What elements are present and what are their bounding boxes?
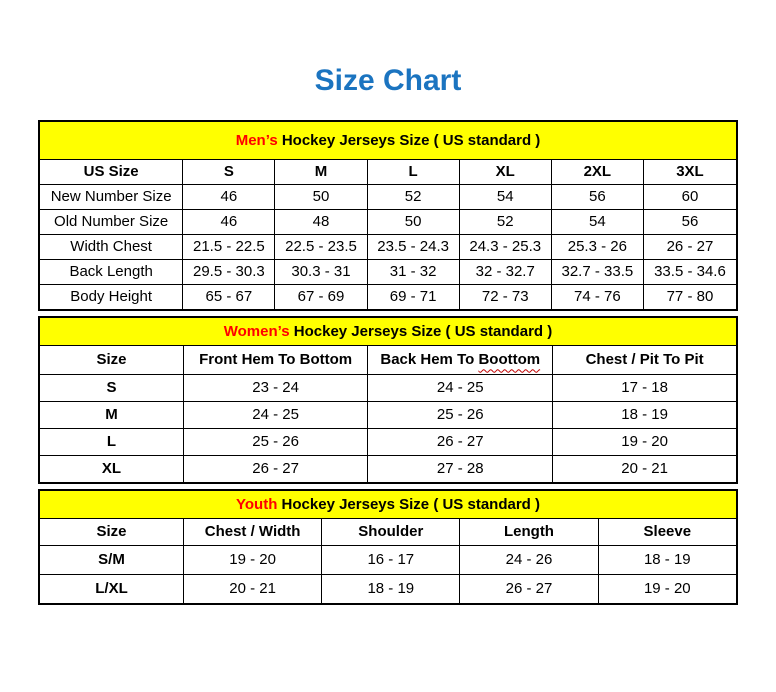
- size-cell: 18 - 19: [598, 546, 737, 575]
- section-band-row: [39, 317, 737, 346]
- size-cell: 69 - 71: [367, 285, 459, 311]
- column-header: Chest / Width: [183, 519, 321, 546]
- size-cell: 46: [183, 185, 275, 210]
- size-cell: 32.7 - 33.5: [551, 260, 643, 285]
- size-cell: 16 - 17: [322, 546, 460, 575]
- size-cell: 52: [459, 210, 551, 235]
- size-cell: 23 - 24: [183, 375, 367, 402]
- table-row: [39, 456, 737, 484]
- size-cell: 31 - 32: [367, 260, 459, 285]
- section-band-row: [39, 121, 737, 160]
- size-cell: 29.5 - 30.3: [183, 260, 275, 285]
- size-cell: 56: [643, 210, 737, 235]
- column-header: 2XL: [551, 160, 643, 185]
- section-heading: Women’s Hockey Jerseys Size ( US standard ): [39, 317, 737, 346]
- size-cell: 21.5 - 22.5: [183, 235, 275, 260]
- table-row: [39, 210, 737, 235]
- size-cell: 54: [551, 210, 643, 235]
- misspelled-word: Boottom: [478, 351, 541, 369]
- row-label: L: [39, 429, 183, 456]
- section-heading-accent: Youth: [236, 495, 278, 513]
- size-cell: 30.3 - 31: [275, 260, 367, 285]
- size-cell: 27 - 28: [368, 456, 553, 484]
- size-cell: 24.3 - 25.3: [459, 235, 551, 260]
- size-cell: 65 - 67: [183, 285, 275, 311]
- row-label: S: [39, 375, 183, 402]
- size-cell: 77 - 80: [643, 285, 737, 311]
- table-row: [39, 402, 737, 429]
- size-cell: 26 - 27: [183, 456, 367, 484]
- table-row: [39, 546, 737, 575]
- size-cell: 22.5 - 23.5: [275, 235, 367, 260]
- size-cell: 56: [551, 185, 643, 210]
- row-label: New Number Size: [39, 185, 183, 210]
- row-label: Width Chest: [39, 235, 183, 260]
- table-row: [39, 235, 737, 260]
- size-cell: 50: [367, 210, 459, 235]
- size-cell: 26 - 27: [460, 575, 598, 605]
- size-cell: 19 - 20: [183, 546, 321, 575]
- table-row: [39, 575, 737, 605]
- column-header-row: [39, 519, 737, 546]
- column-header: US Size: [39, 160, 183, 185]
- column-header: L: [367, 160, 459, 185]
- size-cell: 25.3 - 26: [551, 235, 643, 260]
- column-header: S: [183, 160, 275, 185]
- size-cell: 23.5 - 24.3: [367, 235, 459, 260]
- size-cell: 52: [367, 185, 459, 210]
- column-header: Length: [460, 519, 598, 546]
- size-cell: 20 - 21: [183, 575, 321, 605]
- size-cell: 33.5 - 34.6: [643, 260, 737, 285]
- size-table-womens: [38, 316, 738, 484]
- size-cell: 48: [275, 210, 367, 235]
- size-cell: 60: [643, 185, 737, 210]
- section-heading-accent: Men’s: [235, 131, 278, 149]
- section-heading: Youth Hockey Jerseys Size ( US standard ): [39, 490, 737, 519]
- column-header: Shoulder: [322, 519, 460, 546]
- row-label: Old Number Size: [39, 210, 183, 235]
- table-row: [39, 375, 737, 402]
- size-cell: 26 - 27: [368, 429, 553, 456]
- size-table-mens: [38, 120, 738, 311]
- column-header: Back Hem To Boottom: [368, 346, 553, 375]
- size-cell: 20 - 21: [553, 456, 737, 484]
- column-header: 3XL: [643, 160, 737, 185]
- size-cell: 19 - 20: [598, 575, 737, 605]
- table-row: [39, 429, 737, 456]
- size-cell: 17 - 18: [553, 375, 737, 402]
- size-cell: 67 - 69: [275, 285, 367, 311]
- size-cell: 25 - 26: [368, 402, 553, 429]
- size-cell: 24 - 25: [183, 402, 367, 429]
- size-cell: 18 - 19: [322, 575, 460, 605]
- row-label: M: [39, 402, 183, 429]
- size-table-youth: [38, 489, 738, 605]
- size-cell: 72 - 73: [459, 285, 551, 311]
- size-cell: 26 - 27: [643, 235, 737, 260]
- section-heading-accent: Women’s: [223, 322, 290, 340]
- size-cell: 24 - 25: [368, 375, 553, 402]
- column-header-row: [39, 160, 737, 185]
- row-label: XL: [39, 456, 183, 484]
- table-row: [39, 260, 737, 285]
- table-row: [39, 285, 737, 311]
- size-cell: 24 - 26: [460, 546, 598, 575]
- column-header: M: [275, 160, 367, 185]
- size-cell: 19 - 20: [553, 429, 737, 456]
- row-label: L/XL: [39, 575, 183, 605]
- row-label: Body Height: [39, 285, 183, 311]
- size-cell: 46: [183, 210, 275, 235]
- size-cell: 18 - 19: [553, 402, 737, 429]
- column-header-row: [39, 346, 737, 375]
- size-cell: 50: [275, 185, 367, 210]
- table-row: [39, 185, 737, 210]
- column-header: Size: [39, 519, 183, 546]
- size-cell: 32 - 32.7: [459, 260, 551, 285]
- column-header: Front Hem To Bottom: [183, 346, 367, 375]
- size-tables-container: [38, 120, 738, 610]
- column-header: Size: [39, 346, 183, 375]
- section-band-row: [39, 490, 737, 519]
- column-header: Sleeve: [598, 519, 737, 546]
- section-heading: Men’s Hockey Jerseys Size ( US standard ): [39, 121, 737, 160]
- page-title: Size Chart: [314, 64, 462, 97]
- size-cell: 74 - 76: [551, 285, 643, 311]
- column-header: Chest / Pit To Pit: [553, 346, 737, 375]
- row-label: S/M: [39, 546, 183, 575]
- size-cell: 25 - 26: [183, 429, 367, 456]
- row-label: Back Length: [39, 260, 183, 285]
- column-header: XL: [459, 160, 551, 185]
- size-cell: 54: [459, 185, 551, 210]
